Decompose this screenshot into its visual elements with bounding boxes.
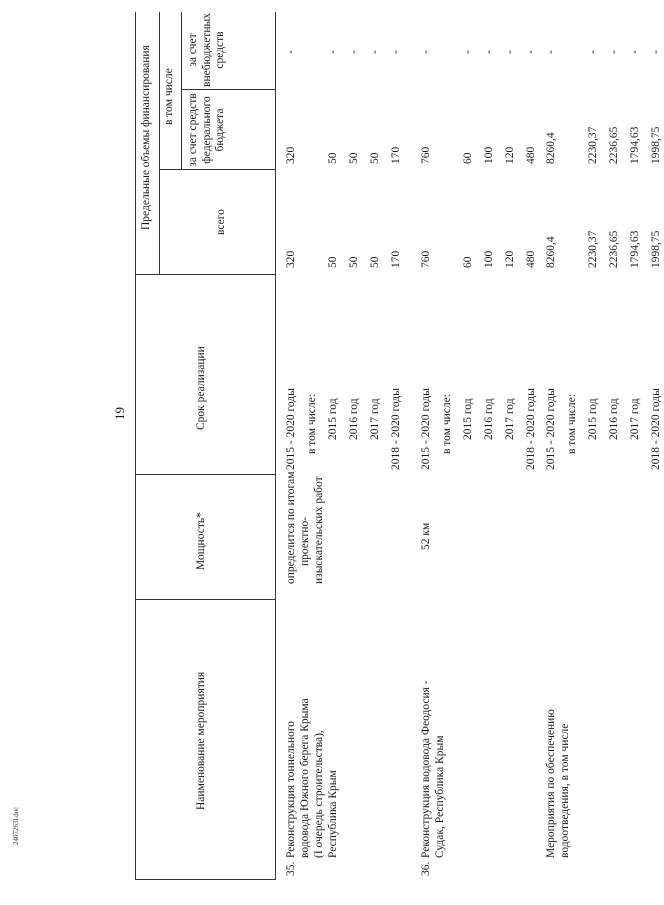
period-cell: 2015 год <box>327 398 339 440</box>
row-name-line: водоотведения, в том числе <box>559 723 571 858</box>
total-cell: 8260,4 <box>545 236 557 268</box>
period-cell: 2016 год <box>348 398 360 440</box>
total-cell: 100 <box>483 250 495 268</box>
period-cell: 2018 - 2020 годы <box>525 388 537 470</box>
table-left-border <box>135 879 275 880</box>
period-cell: 2015 - 2020 годы <box>545 388 557 470</box>
document-id: 2407263l.doc <box>12 806 20 845</box>
federal-cell: 60 <box>462 152 474 164</box>
header-period: Срок реализации <box>195 346 207 430</box>
federal-cell: 50 <box>348 152 360 164</box>
total-cell: 50 <box>348 256 360 268</box>
col-divider-total <box>159 169 275 170</box>
period-cell: 2018 - 2020 годы <box>390 388 402 470</box>
period-cell: 2016 год <box>483 398 495 440</box>
extra-cell: - <box>369 50 381 54</box>
period-cell: 2015 - 2020 годы <box>285 388 297 470</box>
federal-cell: 480 <box>525 146 537 164</box>
period-cell: 2016 год <box>608 398 620 440</box>
header-total: всего <box>215 209 227 235</box>
header-including: в том числе <box>163 68 175 125</box>
federal-cell: 760 <box>420 146 432 164</box>
extra-cell: - <box>285 50 297 54</box>
period-cell: 2015 - 2020 годы <box>420 388 432 470</box>
federal-cell: 170 <box>390 146 402 164</box>
row-number: 35. <box>285 861 297 876</box>
period-cell: в том числе: <box>441 394 453 454</box>
header-federal: за счет средств федерального бюджета <box>187 93 226 167</box>
federal-cell: 2230,37 <box>587 126 599 164</box>
extra-cell: - <box>525 50 537 54</box>
extra-cell: - <box>390 50 402 54</box>
total-cell: 2236,65 <box>608 230 620 268</box>
federal-cell: 2236,65 <box>608 126 620 164</box>
federal-cell: 100 <box>483 146 495 164</box>
total-cell: 120 <box>504 250 516 268</box>
extra-cell: - <box>545 50 557 54</box>
federal-cell: 1794,63 <box>629 126 641 164</box>
row-name-line: Реконструкция водовода Феодосия - <box>420 680 432 858</box>
row-capacity-line: проектно- <box>299 516 311 566</box>
federal-cell: 8260,4 <box>545 132 557 164</box>
period-cell: в том числе: <box>306 394 318 454</box>
row-name-line: водовода Южного берега Крыма <box>299 698 311 858</box>
federal-cell: 50 <box>327 152 339 164</box>
extra-cell: - <box>504 50 516 54</box>
extra-cell: - <box>348 50 360 54</box>
rotated-table-region <box>112 10 662 880</box>
period-cell: в том числе: <box>566 394 578 454</box>
row-name-line: Республика Крым <box>327 770 339 858</box>
header-name: Наименование мероприятия <box>195 671 207 810</box>
row-number: 36. <box>420 861 432 876</box>
federal-cell: 50 <box>369 152 381 164</box>
col-divider-period <box>135 274 275 275</box>
extra-cell: - <box>462 50 474 54</box>
row-name-line: Мероприятия по обеспечению <box>545 709 557 858</box>
period-cell: 2017 год <box>369 398 381 440</box>
total-cell: 1998,75 <box>650 230 662 268</box>
extra-cell: - <box>483 50 495 54</box>
period-cell: 2017 год <box>504 398 516 440</box>
extra-cell: - <box>420 50 432 54</box>
extra-cell: - <box>629 50 641 54</box>
federal-cell: 120 <box>504 146 516 164</box>
page-number: 19 <box>112 407 127 420</box>
row-name-line: Реконструкция тоннельного <box>285 720 297 858</box>
total-cell: 60 <box>462 256 474 268</box>
header-bottom-border <box>275 12 276 880</box>
federal-cell: 320 <box>285 146 297 164</box>
total-cell: 50 <box>327 256 339 268</box>
total-cell: 50 <box>369 256 381 268</box>
total-cell: 320 <box>285 250 297 268</box>
federal-cell: 1998,75 <box>650 126 662 164</box>
col-divider-name <box>135 599 275 600</box>
period-cell: 2017 год <box>629 398 641 440</box>
header-extra: за счет внебюджетных средств <box>187 13 226 87</box>
extra-cell: - <box>650 50 662 54</box>
total-cell: 480 <box>525 250 537 268</box>
total-cell: 2230,37 <box>587 230 599 268</box>
row-name-line: (I очередь строительства), <box>313 730 325 858</box>
total-cell: 1794,63 <box>629 230 641 268</box>
header-funding-title: Предельные объемы финансирования <box>140 45 152 230</box>
row-capacity-line: изыскательских работ <box>313 476 325 584</box>
period-cell: 2018 - 2020 годы <box>650 388 662 470</box>
period-cell: 2015 год <box>587 398 599 440</box>
including-divider <box>181 12 182 170</box>
col-divider-capacity <box>135 474 275 475</box>
funding-title-divider <box>159 12 160 275</box>
total-cell: 760 <box>420 250 432 268</box>
total-cell: 170 <box>390 250 402 268</box>
table-top-border <box>135 12 136 880</box>
extra-cell: - <box>587 50 599 54</box>
row-capacity-line: 52 км <box>420 522 432 550</box>
header-capacity: Мощность* <box>195 512 207 570</box>
row-capacity-line: определится по итогам <box>285 471 297 584</box>
extra-cell: - <box>327 50 339 54</box>
row-name-line: Судак, Республика Крым <box>434 735 446 858</box>
extra-cell: - <box>608 50 620 54</box>
period-cell: 2015 год <box>462 398 474 440</box>
col-divider-federal <box>181 89 275 90</box>
